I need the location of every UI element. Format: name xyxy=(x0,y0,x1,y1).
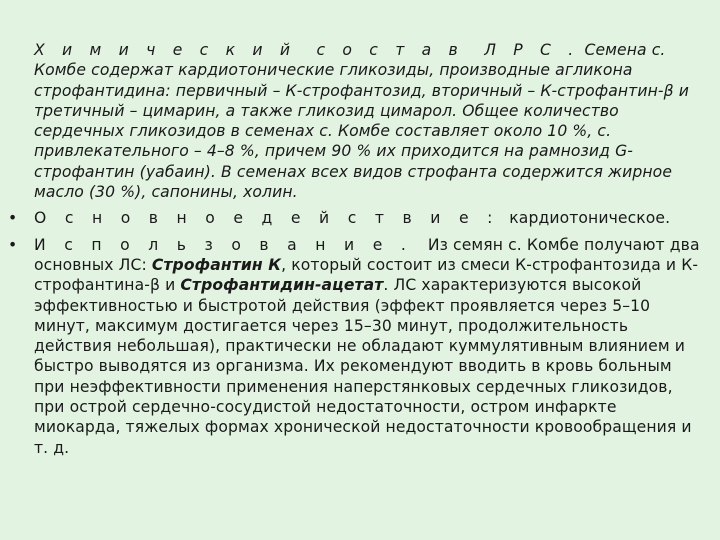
bullet-icon: • xyxy=(8,209,18,228)
main-action-label: О с н о в н о е д е й с т в и е : xyxy=(34,209,500,228)
main-action-text: кардиотоническое. xyxy=(509,209,671,228)
composition-label: с о с т а в xyxy=(316,41,464,59)
chemical-composition-text: Семена с. Комбе содержат кардиотонические гликозиды, производные агликона строфантидина: первичный – К-строфантозид, вторичный – К-строфантин-β и третичный – цимарин, а также гликозид цимарол. Общее количество сердечных гликозидов в семенах с. Комбе составляет около 10 %, с. привлекательного – 4–8 %, причем 90 % их приходится на рамнозид G-строфантин (уабаин). В семенах всех видов строфанта содержится жирное масло (30 %), сапонины, холин. xyxy=(34,41,689,202)
main-action-paragraph xyxy=(8,208,706,228)
bullet-icon: • xyxy=(8,235,18,254)
drug-strophanthin-k: Строфантин К xyxy=(151,255,282,274)
usage-text-b: , который состоит из смеси К-строфантозида и К-строфантина-β и xyxy=(34,255,699,295)
chemical-label: Х и м и ч е с к и й xyxy=(34,41,297,59)
chemical-composition-paragraph xyxy=(8,40,706,202)
usage-label: И с п о л ь з о в а н и е . xyxy=(34,235,413,254)
usage-text-a: Из семян с. Комбе получают два основных ЛС: xyxy=(34,235,700,274)
drug-strophanthidin-acetate: Строфантидин-ацетат xyxy=(180,276,384,295)
usage-text-c: . ЛС характеризуются высокой эффективностью и быстротой действия (эффект проявляется через 5–10 минут, максимум достигается через 15–30 минут, продолжительность действия небольшая), практически не обладают куммулятивным влиянием и быстро выводятся из организма. Их рекомендуют вводить в кровь больным при неэффективности применения наперстянковых сердечных гликозидов, при острой сердечно-сосудистой недостаточности, остром инфаркте миокарда, тяжелых формах хронической недостаточности кровообращения и т. д. xyxy=(34,276,692,457)
lrs-label: Л Р С . xyxy=(484,41,580,59)
usage-paragraph xyxy=(8,235,706,458)
